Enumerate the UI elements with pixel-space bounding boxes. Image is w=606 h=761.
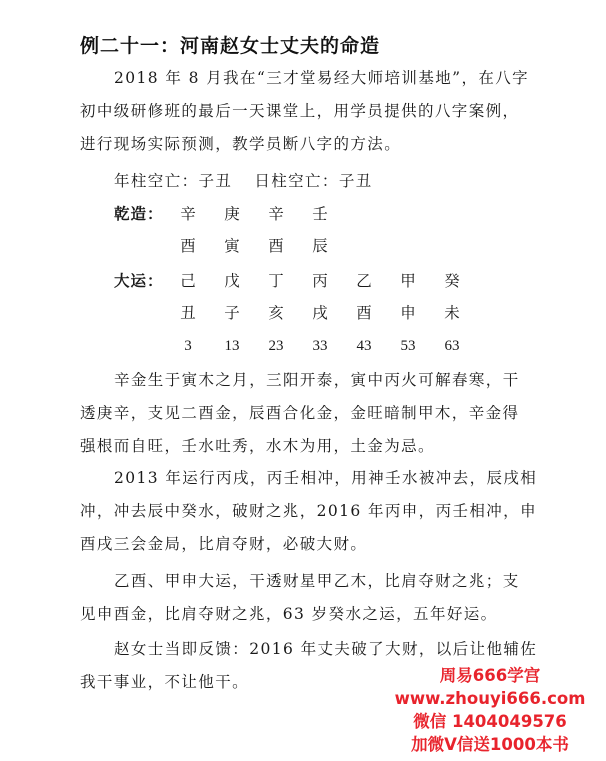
dayun-age: 53: [400, 338, 416, 354]
qianzao-stem: 庚: [224, 205, 240, 223]
year-kongwang: 年柱空亡：子丑: [114, 172, 233, 190]
qianzao-stem: 辛: [180, 205, 196, 223]
dayun-age: 3: [184, 338, 192, 354]
dayun-stems-row: [114, 266, 474, 296]
dayun-branch: 未: [444, 304, 460, 322]
label-spacer: [114, 298, 166, 328]
analysis-line: 透庚辛，支见二酉金，辰酉合化金，金旺暗制甲木，辛金得: [80, 404, 520, 422]
intro-line: 初中级研修班的最后一天课堂上，用学员提供的八字案例，: [80, 102, 520, 120]
analysis-line: 强根而自旺，壬水吐秀，水木为用，土金为忌。: [80, 437, 435, 455]
dayun-branches-row: [114, 298, 474, 328]
dayun-stem: 己: [180, 272, 196, 290]
intro-line: 2018 年 8 月我在“三才堂易经大师培训基地”，在八字: [114, 69, 530, 87]
dayun-label: 大运：: [114, 271, 164, 290]
case-title: 例二十一：河南赵女士丈夫的命造: [80, 35, 381, 57]
analysis-line: 乙酉、甲申大运，干透财星甲乙木，比肩夺财之兆；支: [114, 572, 520, 590]
dayun-stem: 戊: [224, 272, 240, 290]
watermark-url: www.zhouyi666.com: [394, 689, 586, 708]
analysis-paragraph-2: [80, 462, 540, 561]
dayun-stem: 丁: [268, 272, 284, 290]
feedback-line: 我干事业，不让他干。: [80, 673, 250, 691]
qianzao-branches-row: [114, 231, 342, 261]
qianzao-branch: 辰: [312, 237, 328, 255]
dayun-age: 13: [224, 338, 240, 354]
qianzao-stem: 辛: [268, 205, 284, 223]
day-kongwang: 日柱空亡：子丑: [254, 172, 373, 190]
dayun-age: 23: [268, 338, 284, 354]
qianzao-branch: 酉: [180, 237, 196, 255]
label-spacer: [114, 331, 166, 361]
dayun-stem: 丙: [312, 272, 328, 290]
analysis-line: 酉戌三会金局，比肩夺财，必破大财。: [80, 535, 368, 553]
analysis-line: 见申酉金，比肩夺财之兆，63 岁癸水之运，五年好运。: [80, 605, 498, 623]
dayun-branch: 子: [224, 304, 240, 322]
watermark-offer: 加微V信送1000本书: [411, 735, 569, 754]
dayun-ages-row: [114, 331, 474, 361]
dayun-age: 33: [312, 338, 328, 354]
dayun-branch: 酉: [356, 304, 372, 322]
analysis-line: 辛金生于寅木之月，三阳开泰，寅中丙火可解春寒，干: [114, 371, 520, 389]
dayun-age: 63: [444, 338, 460, 354]
qianzao-label: 乾造：: [114, 204, 164, 223]
dayun-stem: 癸: [444, 272, 460, 290]
dayun-branch: 戌: [312, 304, 328, 322]
dayun-branch: 丑: [180, 304, 196, 322]
qianzao-stems-row: [114, 199, 342, 229]
dayun-branch: 亥: [268, 304, 284, 322]
analysis-line: 2013 年运行丙戌，丙壬相冲，用神壬水被冲去，辰戌相: [114, 469, 538, 487]
qianzao-branch: 酉: [268, 237, 284, 255]
watermark-wechat: 微信 1404049576: [413, 712, 567, 731]
qianzao-branch: 寅: [224, 237, 240, 255]
dayun-stem: 甲: [400, 272, 416, 290]
kongwang-line: [114, 166, 373, 196]
watermark: [390, 664, 590, 756]
analysis-paragraph-3: [80, 565, 540, 631]
dayun-branch: 申: [400, 304, 416, 322]
intro-paragraph: [80, 62, 540, 161]
analysis-paragraph-1: [80, 364, 540, 463]
dayun-stem: 乙: [356, 272, 372, 290]
feedback-line: 赵女士当即反馈：2016 年丈夫破了大财，以后让他辅佐: [114, 640, 538, 658]
analysis-line: 冲，冲去辰中癸水，破财之兆，2016 年丙申，丙壬相冲，申: [80, 502, 537, 520]
watermark-title: 周易666学宫: [439, 666, 541, 685]
dayun-age: 43: [356, 338, 372, 354]
intro-line: 进行现场实际预测，教学员断八字的方法。: [80, 135, 402, 153]
label-spacer: [114, 231, 166, 261]
qianzao-stem: 壬: [312, 205, 328, 223]
